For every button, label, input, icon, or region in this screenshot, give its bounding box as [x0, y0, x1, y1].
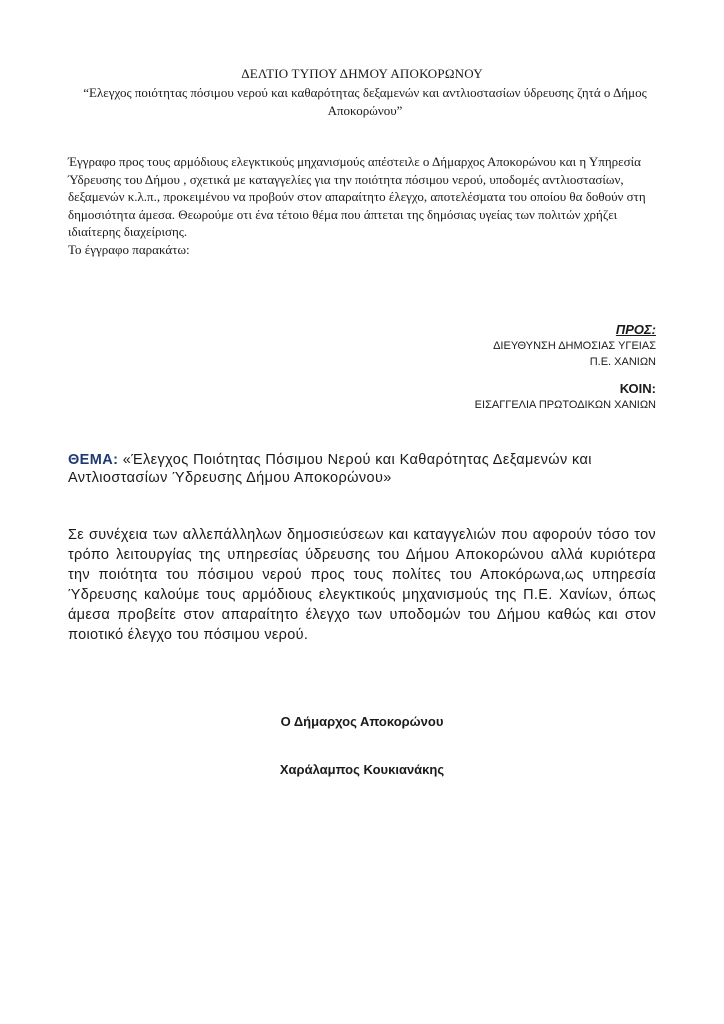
recipient-koin-line1: ΕΙΣΑΓΓΕΛΙΑ ΠΡΩΤΟΔΙΚΩΝ ΧΑΝΙΩΝ	[474, 399, 656, 411]
intro-closing-line: Το έγγραφο παρακάτω:	[68, 241, 190, 257]
recipient-pros-label: ΠΡΟΣ:	[615, 322, 656, 337]
press-release-title: ΔΕΛΤΙΟ ΤΥΠΟΥ ΔΗΜΟΥ ΑΠΟΚΟΡΩΝΟΥ	[241, 66, 483, 81]
signoff-title: Ο Δήμαρχος Αποκορώνου	[280, 714, 444, 729]
intro-paragraph: Έγγραφο προς τους αρμόδιους ελεγκτικούς μηχανισμούς απέστειλε ο Δήμαρχος Αποκορώνου και η Υπηρεσία Ύδρευσης του Δήμου , σχετικά με καταγγελίες για την ποιότητα πόσιμου νερού, υποδομές αντλιοστασίων, δεξαμενών κ.λ.π., προκειμένου να προβούν στον απαραίτητο έλεγχο, αποτελέσματα του οποίου θα δοθούν στη δημοσιότητα άμεσα. Θεωρούμε οτι ένα τέτοιο θέμα που άπτεται της δημόσιας υγείας των πολιτών χρήζει ιδιαίτερης διαχείρισης.	[68, 154, 646, 239]
body-paragraph: Σε συνέχεια των αλλεπάλληλων δημοσιεύσεων και καταγγελιών που αφορούν τόσο τον τρόπο λειτουργίας της υπηρεσίας ύδρευσης του Δήμου Αποκορώνου αλλά κυριότερα την ποιότητα του πόσιμου νερού προς τους πολίτες του Αποκόρωνα,ως υπηρεσία Ύδρευσης καλούμε τους αρμόδιους ελεγκτικούς μηχανισμούς της Π.Ε. Χανίων, όπως άμεσα προβείτε στον απαραίτητο έλεγχο των υποδομών του Δήμου καθώς και στον ποιοτικό έλεγχο του πόσιμου νερού.	[68, 527, 656, 643]
recipient-pros-line1: ΔΙΕΥΘΥΝΣΗ ΔΗΜΟΣΙΑΣ ΥΓΕΙΑΣ	[493, 340, 656, 352]
subject-text: «Έλεγχος Ποιότητας Πόσιμου Νερού και Καθαρότητας Δεξαμενών και Αντλιοστασίων Ύδρευσης Δήμου Αποκορώνου»	[68, 452, 592, 486]
recipient-pros-line2: Π.Ε. ΧΑΝΙΩΝ	[589, 356, 656, 368]
signoff-name: Χαράλαμπος Κουκιανάκης	[279, 762, 445, 777]
press-release-subtitle: “Ελεγχος ποιότητας πόσιμου νερού και καθαρότητας δεξαμενών και αντλιοστασίων ύδρευσης ζητά ο Δήμος Αποκορώνου”	[83, 85, 647, 118]
intro-section	[68, 153, 668, 258]
subject-line	[68, 451, 668, 487]
recipient-koin-label: ΚΟΙΝ:	[619, 381, 656, 396]
subject-label: ΘΕΜΑ:	[68, 452, 119, 468]
